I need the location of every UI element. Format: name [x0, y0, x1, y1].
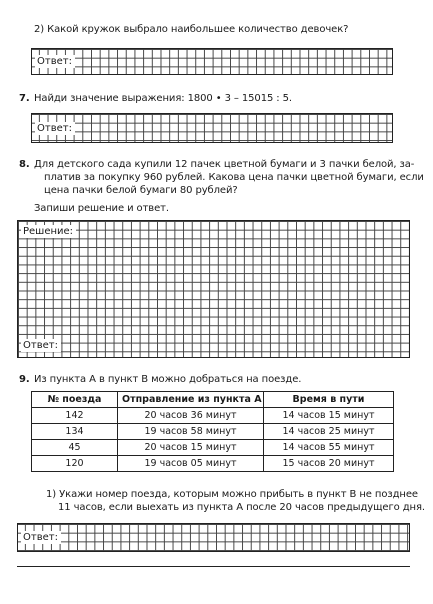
question-7-text: Найди значение выражения: 1800 • 3 – 15015 : 5. — [34, 93, 292, 104]
answer-grid-q2[interactable] — [31, 48, 393, 75]
departure-cell: 20 часов 15 минут — [118, 440, 264, 456]
table-row — [32, 408, 394, 424]
question-9-number: 9. — [19, 374, 30, 385]
question-2-text: 2) Какой кружок выбрало наибольшее количество девочек? — [34, 24, 349, 35]
answer-label: Ответ: — [35, 122, 75, 135]
question-8-line-2: платив за покупку 960 рублей. Какова цена пачки цветной бумаги, если — [44, 172, 424, 183]
travel-time-cell: 14 часов 55 минут — [264, 440, 394, 456]
answer-label: Ответ: — [21, 339, 61, 352]
question-8-number: 8. — [19, 159, 30, 170]
solution-label: Решение: — [21, 225, 76, 238]
travel-time-cell: 15 часов 20 минут — [264, 456, 394, 472]
column-header-train-number: № поезда — [32, 392, 118, 408]
train-number-cell: 134 — [32, 424, 118, 440]
table-row — [32, 440, 394, 456]
question-8-line-1: Для детского сада купили 12 пачек цветной бумаги и 3 пачки белой, за- — [34, 159, 415, 170]
train-number-cell: 45 — [32, 440, 118, 456]
train-schedule-table — [31, 391, 394, 472]
column-header-departure: Отправление из пункта А — [118, 392, 264, 408]
answer-grid-q9-1[interactable] — [17, 523, 410, 552]
question-9-text: Из пункта А в пункт В можно добраться на поезде. — [34, 374, 302, 385]
departure-cell: 19 часов 58 минут — [118, 424, 264, 440]
departure-cell: 19 часов 05 минут — [118, 456, 264, 472]
table-row — [32, 456, 394, 472]
question-8-instruction: Запиши решение и ответ. — [34, 203, 169, 214]
train-number-cell: 120 — [32, 456, 118, 472]
column-header-travel-time: Время в пути — [264, 392, 394, 408]
question-8-line-3: цена пачки белой бумаги 80 рублей? — [44, 185, 238, 196]
train-number-cell: 142 — [32, 408, 118, 424]
answer-label: Ответ: — [35, 55, 75, 68]
travel-time-cell: 14 часов 25 минут — [264, 424, 394, 440]
departure-cell: 20 часов 36 минут — [118, 408, 264, 424]
divider — [17, 566, 410, 567]
solution-grid-q8[interactable] — [17, 220, 410, 358]
question-9-sub-1-line-1: 1) Укажи номер поезда, которым можно прибыть в пункт В не позднее — [46, 489, 418, 500]
answer-grid-q7[interactable] — [31, 113, 393, 143]
question-7-number: 7. — [19, 93, 30, 104]
table-header-row — [32, 392, 394, 408]
table-row — [32, 424, 394, 440]
answer-label: Ответ: — [21, 531, 61, 544]
question-9-sub-1-line-2: 11 часов, если выехать из пункта А после 20 часов предыдущего дня. — [58, 502, 425, 513]
travel-time-cell: 14 часов 15 минут — [264, 408, 394, 424]
